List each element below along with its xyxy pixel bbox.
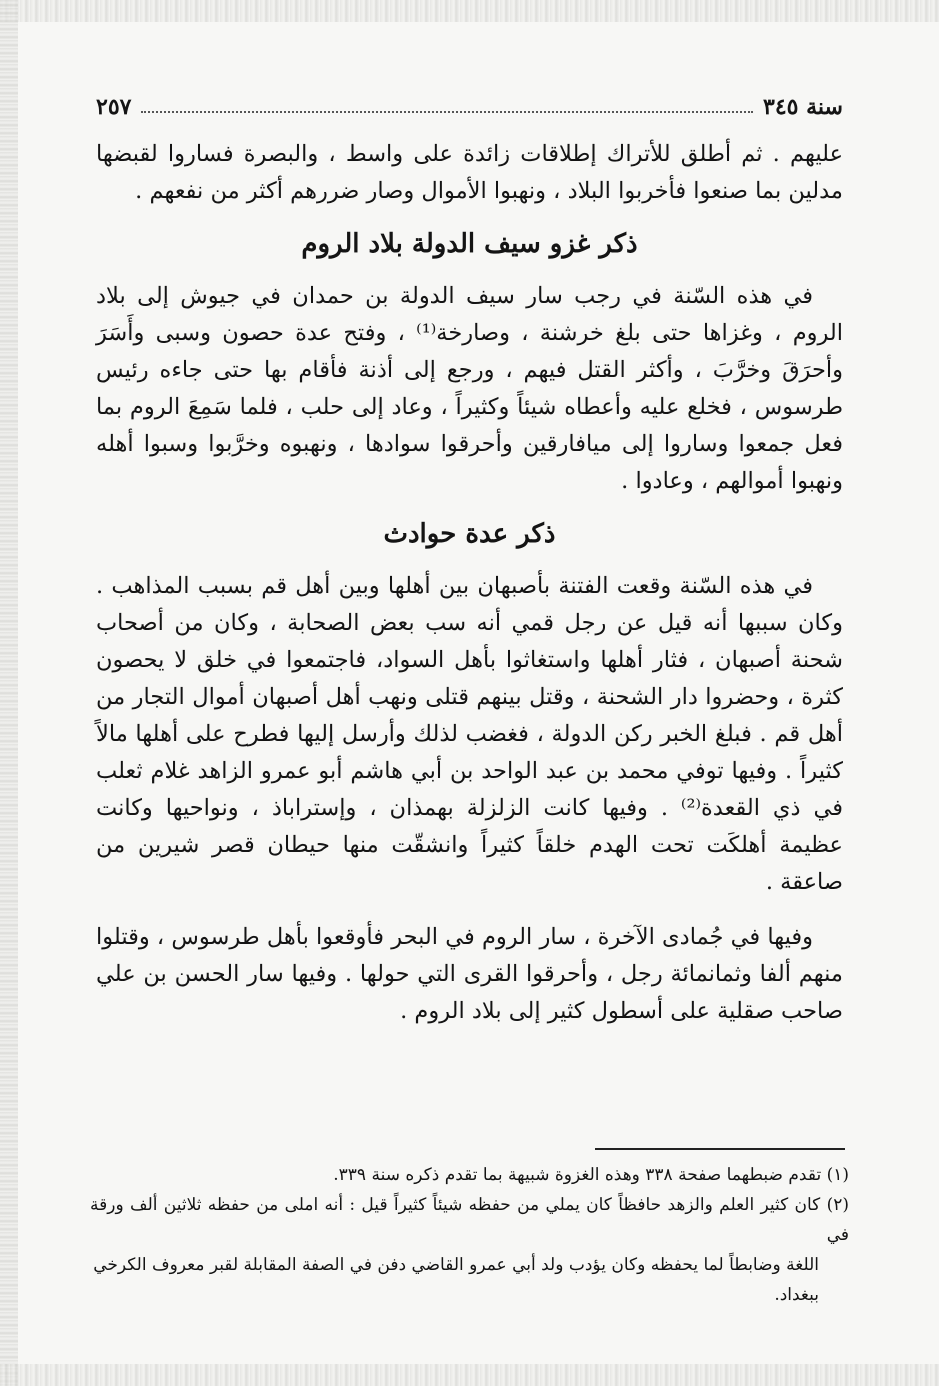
- footnote-1: (١) تقدم ضبطهما صفحة ٣٣٨ وهذه الغزوة شبيهة بما تقدم ذكره سنة ٣٣٩.: [333, 1165, 849, 1185]
- scan-edge-left: [0, 0, 18, 1386]
- footnote-2-line-3: ببغداد.: [774, 1285, 819, 1305]
- running-header: [96, 88, 843, 120]
- footnote-separator: [595, 1148, 845, 1150]
- header-year: سنة ٣٤٥: [763, 94, 843, 120]
- footnote-2-line-2: اللغة وضابطاً لما يحفظه وكان يؤدب ولد أبي عمرو القاضي دفن في الصفة المقابلة لقبر معروف الكرخي: [93, 1255, 819, 1275]
- paragraph-gap: [96, 901, 843, 919]
- section-heading-1: ذكر غزو سيف الدولة بلاد الروم: [301, 229, 638, 259]
- section-2-paragraph-2: وفيها في جُمادى الآخرة ، سار الروم في البحر فأوقعوا بأهل طرسوس ، وقتلوا منهم ألفا وثمانمائة رجل ، وأحرقوا القرى التي حولها . وفيها سار الحسن بن علي صاحب صقلية على أسطول كثير إلى بلاد الروم .: [96, 924, 843, 1024]
- section-heading-2: ذكر عدة حوادث: [383, 519, 556, 549]
- footnotes: [90, 1160, 849, 1310]
- scan-edge-top: [0, 0, 939, 22]
- footnote-2-line-1: (٢) كان كثير العلم والزهد حافظاً كان يملي من حفظه شيئاً كثيراً قيل : أنه املى من حفظه ثلاثين ألف ورقة في: [90, 1195, 849, 1245]
- page-number: ٢٥٧: [96, 94, 132, 120]
- scan-edge-bottom: [0, 1364, 939, 1386]
- intro-paragraph: عليهم . ثم أطلق للأتراك إطلاقات زائدة على واسط ، والبصرة فساروا لقبضها مدلين بما صنعوا فأخربوا البلاد ، ونهبوا الأموال وصار ضررهم أكثر من نفعهم .: [96, 141, 843, 204]
- section-1-paragraph: في هذه السّنة في رجب سار سيف الدولة بن حمدان في جيوش إلى بلاد الروم ، وغزاها حتى بلغ خرشنة ، وصارخة⁽¹⁾ ، وفتح عدة حصون وسبى وأَسَرَ وأحرَقَ وخرَّبَ ، وأكثر القتل فيهم ، ورجع إلى أذنة فأقام بها حتى جاءه رئيس طرسوس ، فخلع عليه وأعطاه شيئاً وكثيراً ، وعاد إلى حلب ، فلما سَمِعَ الروم بما فعل جمعوا وساروا إلى ميافارقين وأحرقوا سوادها ، ونهبوه وخرَّبوا وسبوا أهله ونهبوا أموالهم ، وعادوا .: [96, 283, 844, 494]
- section-2-paragraph-1: في هذه السّنة وقعت الفتنة بأصبهان بين أهلها وبين أهل قم بسبب المذاهب . وكان سببها أنه قيل عن رجل قمي أنه سب بعض الصحابة ، وكان من أصحاب شحنة أصبهان ، فثار أهلها واستغاثوا بأهل السواد، فاجتمعوا في خلق لا يحصون كثرة ، وحضروا دار الشحنة ، وقتل بينهم قتلى ونهب أهل أصبهان أموال التجار من أهل قم . فبلغ الخبر ركن الدولة ، فغضب لذلك وأرسل إليها فطرح على أهلها مالاً كثيراً . وفيها توفي محمد بن عبد الواحد بن أبي هاشم أبو عمرو الزاهد غلام ثعلب في ذي القعدة⁽²⁾ . وفيها كانت الزلزلة بهمذان ، وإستراباذ ، ونواحيها وكانت عظيمة أهلكَت تحت الهدم خلقاً كثيراً وانشقّت منها حيطان قصر شيرين من صاعقة .: [96, 573, 843, 895]
- main-text: [96, 136, 843, 1030]
- header-dotted-leader: [141, 111, 753, 113]
